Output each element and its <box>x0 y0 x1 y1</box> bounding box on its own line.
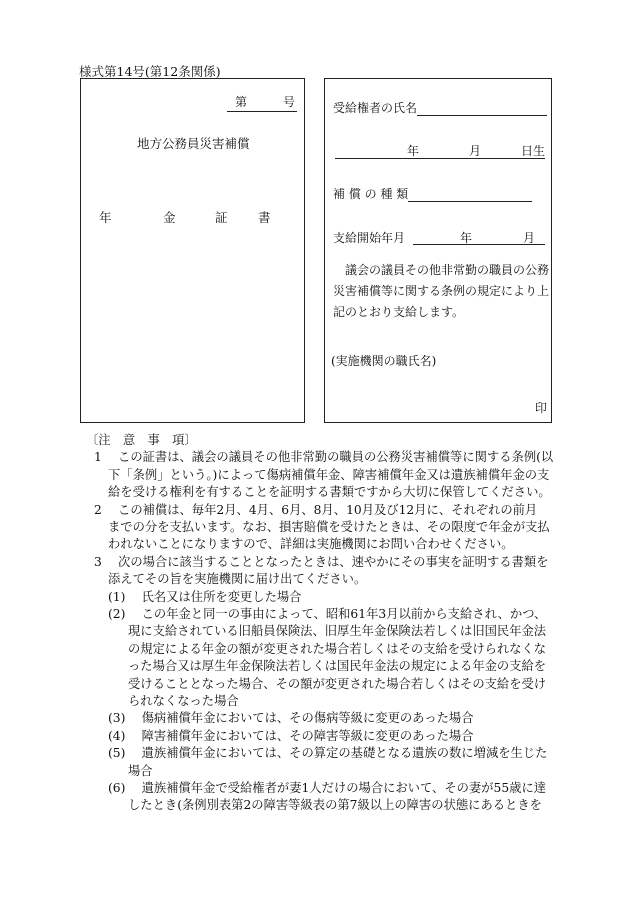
title-char-4: 書 <box>258 210 271 225</box>
compensation-type-field <box>333 185 532 202</box>
compensation-type-label: 補 償 の 種 類 <box>333 187 409 201</box>
note-line: 3 次の場合に該当することとなったときは、速やかにその事実を証明する書類を <box>94 554 549 569</box>
seal-mark: 印 <box>535 401 548 415</box>
payment-statement-line1: 議会の議員その他非常勤の職員の公務 <box>345 263 550 277</box>
note-line: (3) 傷病補償年金においては、その傷病等級に変更のあった場合 <box>108 711 474 726</box>
title-char-1: 年 <box>99 210 112 225</box>
note-line: られなくなった場合 <box>128 694 239 708</box>
note-line: 下「条例」という。)によって傷病補償年金、障害補償年金又は遺族補償年金の支 <box>108 467 550 482</box>
note-line: 2 この補償は、毎年2月、4月、6月、8月、10月及び12月に、それぞれの前月 <box>94 502 538 517</box>
note-line: 現に支給されている旧船員保険法、旧厚生年金保険法若しくは旧国民年金法 <box>128 624 547 639</box>
note-line: (4) 障害補償年金においては、その障害等級に変更のあった場合 <box>108 728 474 743</box>
certificate-title-line1: 地方公務員災害補償 <box>137 136 250 151</box>
note-line: (6) 遺族補償年金で受給権者が妻1人だけの場合において、その妻が55歳に達 <box>108 781 547 795</box>
payment-statement-line2: 災害補償等に関する条例の規定により上 <box>333 284 550 298</box>
birth-day-label: 日生 <box>521 144 546 158</box>
birth-year-label: 年 <box>407 144 420 158</box>
note-line: までの分を支払います。なお、損害賠償を受けたときは、その限度で年金が支払 <box>108 520 550 534</box>
note-line: われないことになりますので、詳細は実施機関にお問い合わせください。 <box>108 537 514 552</box>
compensation-type-underline <box>408 187 532 202</box>
payment-start-year: 年 <box>460 231 473 245</box>
title-char-3: 証 <box>215 210 228 225</box>
notes-heading: 〔注 意 事 項〕 <box>86 433 197 447</box>
number-suffix: 号 <box>283 95 296 109</box>
payment-statement-line3: 記のとおり支給します。 <box>333 305 465 319</box>
note-line: (5) 遺族補償年金においては、その算定の基礎となる遺族の数に増減を生じた <box>108 746 548 761</box>
certificate-number-line <box>227 93 297 112</box>
payment-start-month: 月 <box>523 231 536 245</box>
recipient-name-underline <box>417 101 547 116</box>
note-line: った場合又は厚生年金保険法若しくは国民年金法の規定による年金の支給を <box>128 659 547 674</box>
agency-title-label: (実施機関の職氏名) <box>331 354 437 368</box>
note-line: 給を受ける権利を有することを証明する書類ですから大切に保管してください。 <box>108 485 551 500</box>
note-line: したとき(条例別表第2の障害等級表の第7級以上の障害の状態にあるときを <box>128 798 542 813</box>
note-line: 場合 <box>128 763 153 778</box>
form-number-label: 様式第14号(第12条関係) <box>79 64 221 79</box>
number-prefix: 第 <box>235 95 248 109</box>
note-line: の規定による年金の額が変更された場合若しくはその支給を受けられなくな <box>128 641 547 656</box>
recipient-name-label: 受給権者の氏名 <box>333 101 418 115</box>
note-line: (2) この年金と同一の事由によって、昭和61年3月以前から支給され、かつ、 <box>108 607 547 621</box>
note-line: (1) 氏名又は住所を変更した場合 <box>108 589 302 604</box>
note-line: 受けることとなった場合、その額が変更された場合若しくはその支給を受け <box>128 676 547 691</box>
title-char-2: 金 <box>163 210 176 225</box>
payment-start-label: 支給開始年月 <box>333 231 406 245</box>
payment-start-field <box>333 229 545 245</box>
note-line: 添えてその旨を実施機関に届け出てください。 <box>108 572 367 587</box>
certificate-title-box <box>80 78 305 423</box>
birth-date-line <box>335 142 545 159</box>
note-line: 1 この証書は、議会の議員その他非常勤の職員の公務災害補償等に関する条例(以 <box>94 450 554 465</box>
recipient-info-box <box>324 78 552 423</box>
birth-month-label: 月 <box>469 144 482 158</box>
recipient-name-field <box>333 99 547 116</box>
